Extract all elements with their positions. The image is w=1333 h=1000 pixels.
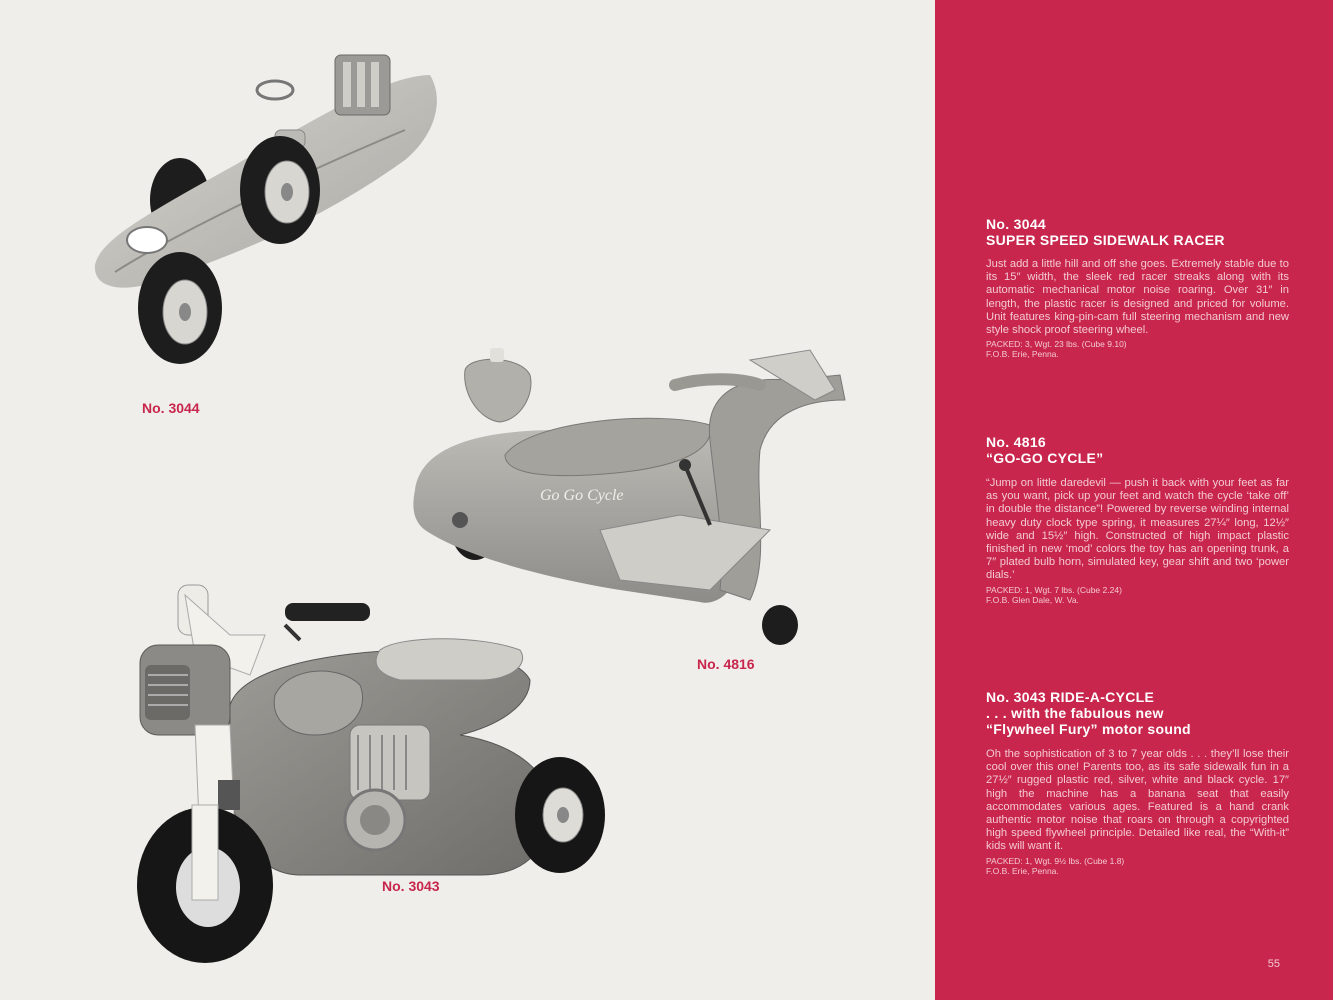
page-number: 55 [1267, 958, 1280, 970]
entry-description: Oh the sophistication of 3 to 7 year olds . . . they’ll lose their cool over this one! Parents too, as its safe sidewalk fun in a 27½″ rugged plastic red, silver, white and black cycle. 17″ high the machine has a banana seat that easily accommodates various ages. Featured is a hand crank authentic motor noise that roars on through a copyrighted high speed flywheel principle. Detailed like real, the “With-it” kids will want it. [986, 748, 1289, 853]
entry-racer [986, 216, 1289, 359]
entry-gogo [986, 434, 1289, 605]
entry-subtitle: . . . with the fabulous new [986, 705, 1164, 721]
caption-gogo: No. 4816 [697, 656, 755, 672]
ride-a-cycle-photo [100, 575, 660, 970]
packing-info: PACKED: 3, Wgt. 23 lbs. (Cube 9.10) [986, 339, 1127, 350]
fob-info: F.O.B. Glen Dale, W. Va. [986, 594, 1079, 605]
entry-number: No. 3044 [986, 216, 1046, 232]
packing-info: PACKED: 1, Wgt. 9½ lbs. (Cube 1.8) [986, 855, 1125, 866]
entry-number: No. 4816 [986, 434, 1046, 450]
svg-text:Go Go Cycle: Go Go Cycle [540, 487, 624, 504]
fob-info: F.O.B. Erie, Penna. [986, 349, 1059, 360]
entry-title: “Flywheel Fury” motor sound [986, 721, 1191, 737]
description-panel [935, 0, 1333, 1000]
caption-racer: No. 3044 [142, 400, 200, 416]
fob-info: F.O.B. Erie, Penna. [986, 865, 1059, 876]
entry-description: Just add a little hill and off she goes. Extremely stable due to its 15″ width, the sleek red racer streaks along with its automatic mechanical motor noise roaring. Over 31″ in length, the plastic racer is designed and priced for volume. Unit features king-pin-cam full steering mechanism and new style shock proof steering wheel. [986, 258, 1289, 337]
packing-info: PACKED: 1, Wgt. 7 lbs. (Cube 2.24) [986, 584, 1122, 595]
entry-title: “GO-GO CYCLE” [986, 450, 1104, 466]
entry-ride [986, 689, 1289, 876]
entry-number: No. 3043 RIDE-A-CYCLE [986, 689, 1155, 705]
racer-photo [85, 40, 445, 380]
entry-description: “Jump on little daredevil — push it back with your feet as far as you want, pick up your feet and watch the cycle ‘take off’ in double the distance”! Powered by reverse winding internal heavy duty clock type spring, it measures 27¼″ long, 12½″ wide and 15½″ high. Constructed of high impact plastic finished in new ‘mod’ colors the toy has an opening trunk, a 7″ plated bulb horn, simulated key, gear shift and two ‘power dials.’ [986, 477, 1289, 582]
caption-ride: No. 3043 [382, 878, 440, 894]
entry-title: SUPER SPEED SIDEWALK RACER [986, 232, 1225, 248]
